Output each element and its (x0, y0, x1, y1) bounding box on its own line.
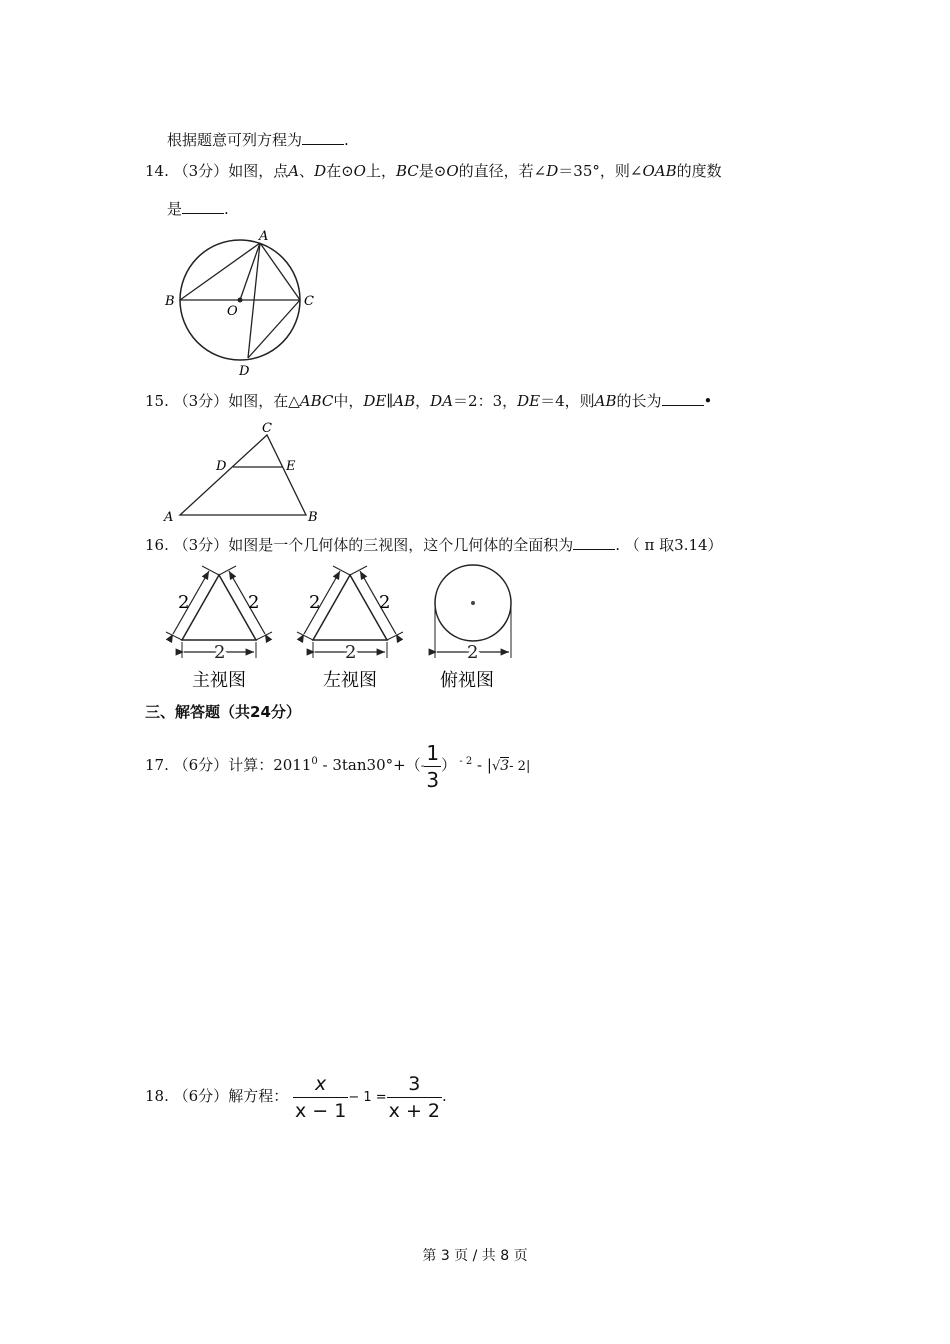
label-e: E (286, 459, 296, 474)
answer-blank (662, 391, 704, 406)
q16-three-views-figure (160, 560, 520, 695)
label-d: D (239, 364, 250, 379)
center-point (238, 298, 243, 303)
page-footer: 第 3 页 / 共 8 页 (422, 1248, 528, 1264)
segment-ab (180, 243, 260, 300)
fraction-rhs: $\frac{3}{x + 2}$ (388, 1072, 440, 1122)
svg-text:主视图: 主视图 (192, 670, 246, 691)
svg-text:左视图: 左视图 (323, 670, 377, 691)
segment-ac (260, 243, 300, 300)
svg-text:2: 2 (379, 592, 391, 613)
sqrt-symbol: √ (491, 759, 501, 774)
label-d: D (216, 459, 227, 474)
front-view (166, 566, 272, 691)
question-14-line2: 是 . (167, 200, 229, 218)
svg-text:2: 2 (214, 642, 226, 663)
svg-text:2: 2 (467, 642, 479, 663)
svg-text:俯视图: 俯视图 (440, 670, 494, 691)
question-14-line1: 14. （3分）如图，点A、D在⊙O上，BC是⊙O的直径，若∠D＝35°，则∠OAB的度数 (145, 162, 722, 180)
label-b: B (165, 294, 175, 309)
label-c: C (304, 294, 314, 309)
svg-text:2: 2 (309, 592, 321, 613)
label-c: C (262, 421, 272, 436)
label-a: A (259, 229, 269, 244)
left-view (297, 566, 403, 691)
triangle-abc (180, 435, 306, 515)
fraction-lhs: $\frac{x}{x - 1}$ (294, 1072, 347, 1122)
label-o: O (227, 304, 238, 319)
top-view (435, 565, 511, 691)
label-b: B (308, 510, 318, 525)
question-15-line: 15. （3分）如图，在△ABC中，DE∥AB，DA＝2：3，DE＝4，则AB的长为 • (145, 392, 713, 410)
answer-blank (302, 130, 344, 145)
question-18-line: 18. （6分）解方程： $\frac{x}{x - 1}$ − 1 = $\frac{3}{x + 2}$ . (145, 1072, 447, 1122)
svg-text:2: 2 (345, 642, 357, 663)
answer-blank (573, 535, 615, 550)
label-a: A (164, 510, 174, 525)
section-3-title: 三、解答题（共24分） (145, 703, 301, 721)
q15-triangle-figure (158, 415, 328, 527)
answer-blank (182, 199, 224, 214)
svg-text:2: 2 (178, 592, 190, 613)
q14-circle-figure (160, 225, 340, 385)
fraction-one-third: $\frac{1}{3}$ (426, 740, 440, 792)
q13-tail: 根据题意可列方程为 . (167, 131, 349, 149)
question-16-line: 16. （3分）如图是一个几何体的三视图，这个几何体的全面积为 . （ π 取3.14） (145, 536, 723, 554)
svg-text:2: 2 (248, 592, 260, 613)
question-17-line: 17. （6分）计算：2011$^0$ - 3tan30°+（- $\frac{1}{3}$ ） $^{- 2}$ - |√3- 2| (145, 740, 531, 792)
